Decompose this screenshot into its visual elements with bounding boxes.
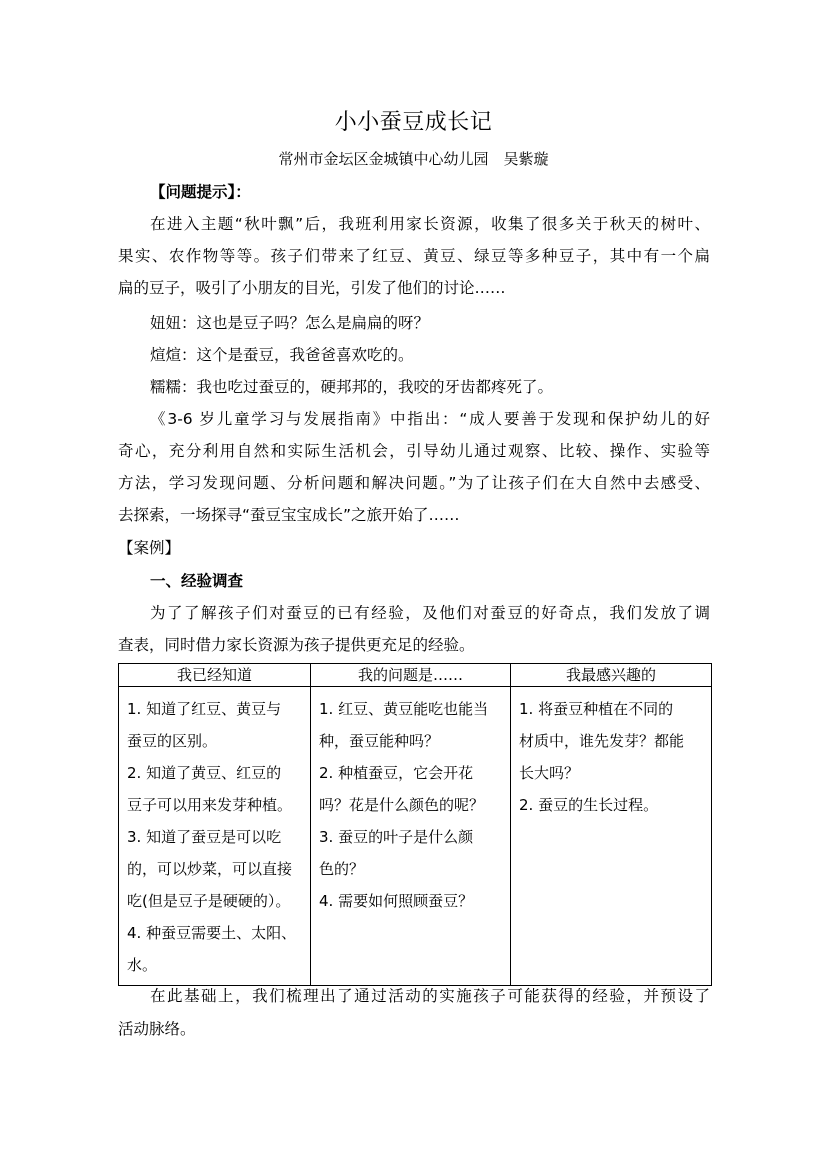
dialogue-line: 煊煊：这个是蚕豆，我爸爸喜欢吃的。 xyxy=(150,346,414,364)
cell-text: 长大吗？ xyxy=(519,764,580,782)
cell-text: 吃(但是豆子是硬硬的）。 xyxy=(127,892,291,910)
cell-text: 色的？ xyxy=(319,860,365,878)
author-byline: 常州市金坛区金城镇中心幼儿园 吴紫璇 xyxy=(278,150,549,168)
dialogue-line: 糯糯：我也吃过蚕豆的，硬邦邦的，我咬的牙齿都疼死了。 xyxy=(150,378,554,396)
cell-text: 豆子可以用来发芽种植。 xyxy=(127,796,293,814)
cell-text: 3. 蚕豆的叶子是什么颜 xyxy=(319,828,474,846)
paragraph-line: 奇心，充分利用自然和实际生活机会，引导幼儿通过观察、比较、操作、实验等 xyxy=(118,442,710,460)
paragraph-line: 在此基础上，我们梳理出了通过活动的实施孩子可能获得的经验，并预设了 xyxy=(150,987,710,1005)
cell-text: 1. 红豆、黄豆能吃也能当 xyxy=(319,700,489,718)
cell-text: 水。 xyxy=(127,956,158,974)
cell-text: 吗？花是什么颜色的呢？ xyxy=(319,796,485,814)
paragraph-line: 《3-6 岁儿童学习与发展指南》中指出：“成人要善于发现和保护幼儿的好 xyxy=(150,410,710,428)
document-title: 小小蚕豆成长记 xyxy=(334,110,493,135)
paragraph-line: 扁的豆子，吸引了小朋友的目光，引发了他们的讨论…… xyxy=(118,279,506,297)
cell-text: 材质中，谁先发芽？都能 xyxy=(519,732,685,750)
cell-text: 3. 知道了蚕豆是可以吃 xyxy=(127,828,282,846)
cell-text: 种，蚕豆能种吗？ xyxy=(319,732,440,750)
table-header-row xyxy=(119,664,712,687)
paragraph-line: 在进入主题“秋叶飘”后，我班利用家长资源，收集了很多关于秋天的树叶、 xyxy=(150,215,710,233)
table-cell-questions xyxy=(311,687,511,986)
paragraph-line: 为了了解孩子们对蚕豆的已有经验，及他们对蚕豆的好奇点，我们发放了调 xyxy=(150,604,710,622)
section-heading: 一、经验调查 xyxy=(150,572,244,590)
paragraph-line: 果实、农作物等等。孩子们带来了红豆、黄豆、绿豆等多种豆子，其中有一个扁 xyxy=(118,247,710,265)
cell-text: 1. 知道了红豆、黄豆与 xyxy=(127,700,282,718)
cell-text: 2. 知道了黄豆、红豆的 xyxy=(127,764,282,782)
table-header: 我最感兴趣的 xyxy=(511,664,712,687)
survey-table xyxy=(118,663,712,986)
cell-text: 蚕豆的区别。 xyxy=(127,732,218,750)
cell-text: 4. 种蚕豆需要土、太阳、 xyxy=(127,924,297,942)
paragraph-line: 查表，同时借力家长资源为孩子提供更充足的经验。 xyxy=(118,636,475,654)
table-cell-known xyxy=(119,687,311,986)
cell-text: 2. 种植蚕豆，它会开花 xyxy=(319,764,474,782)
table-row xyxy=(119,687,712,986)
dialogue-line: 妞妞：这也是豆子吗？怎么是扁扁的呀？ xyxy=(150,314,430,332)
cell-text: 的，可以炒菜，可以直接 xyxy=(127,860,293,878)
cell-text: 1. 将蚕豆种植在不同的 xyxy=(519,700,674,718)
cell-text: 2. 蚕豆的生长过程。 xyxy=(519,796,659,814)
paragraph-line: 活动脉络。 xyxy=(118,1020,196,1038)
table-header: 我的问题是…… xyxy=(311,664,511,687)
paragraph-line: 去探索，一场探寻“蚕豆宝宝成长”之旅开始了…… xyxy=(118,506,460,524)
paragraph-line: 方法，学习发现问题、分析问题和解决问题。”为了让孩子们在大自然中去感受、 xyxy=(118,474,710,492)
cell-text: 4. 需要如何照顾蚕豆？ xyxy=(319,892,474,910)
case-heading: 【案例】 xyxy=(118,539,181,557)
table-cell-interests xyxy=(511,687,712,986)
problem-heading: 【问题提示】： xyxy=(150,183,251,201)
table-header: 我已经知道 xyxy=(119,664,311,687)
